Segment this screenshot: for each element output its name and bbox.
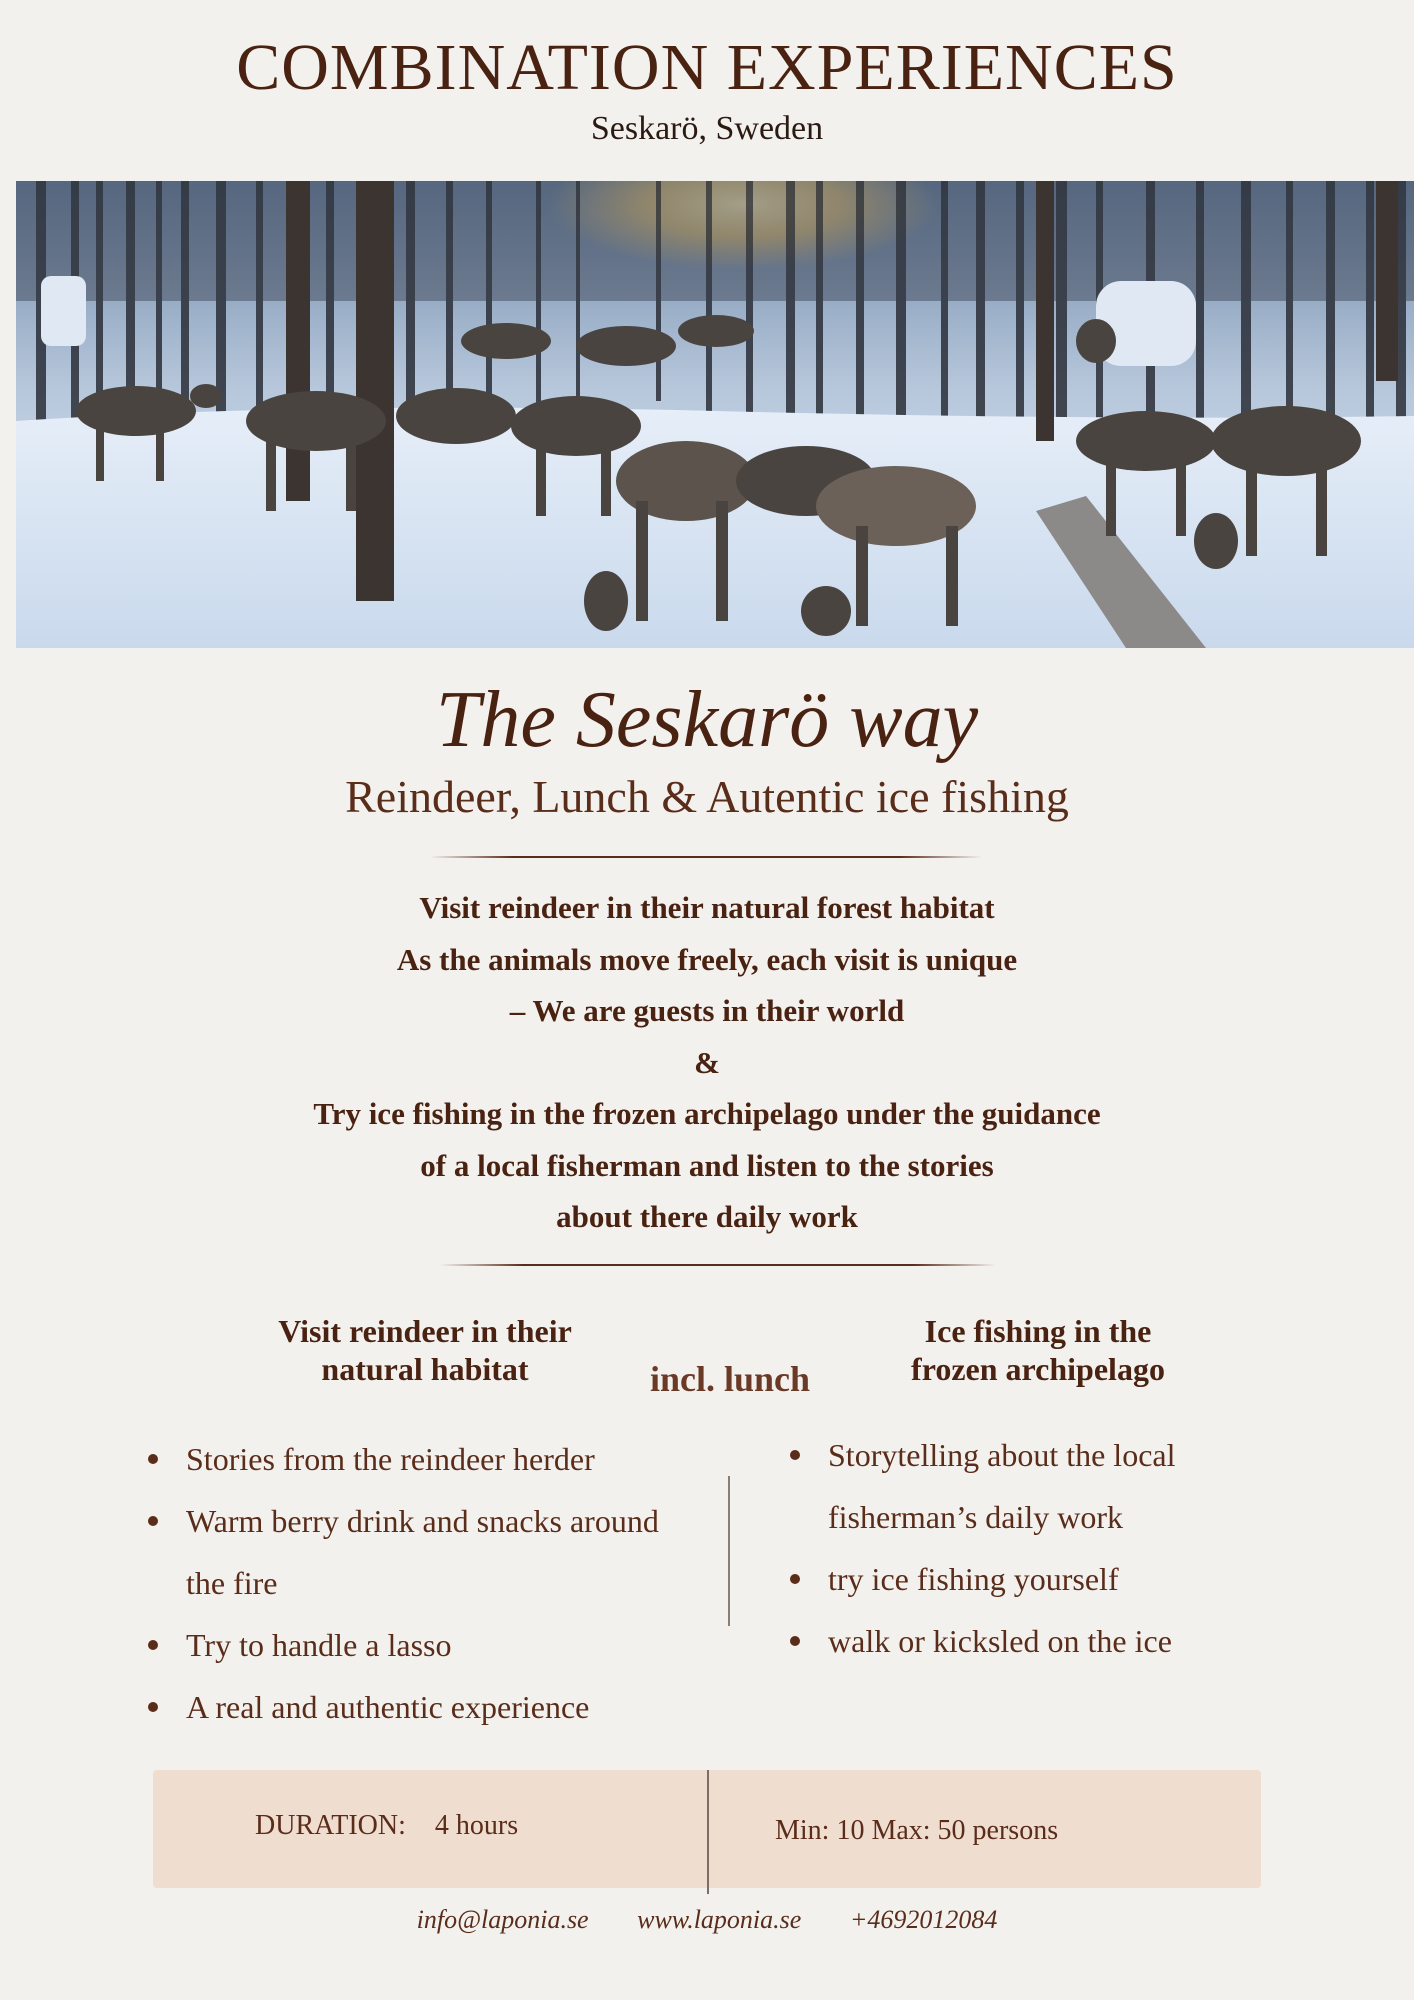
email-link[interactable]: info@laponia.se — [416, 1905, 589, 1934]
bullet-icon — [790, 1450, 800, 1460]
list-item-text: try ice fishing yourself — [828, 1561, 1119, 1597]
list-item — [148, 1552, 728, 1614]
right-heading-line: Ice fishing in the — [924, 1313, 1152, 1349]
experience-subtitle: Reindeer, Lunch & Autentic ice fishing — [345, 771, 1069, 822]
left-heading-line: natural habitat — [321, 1351, 529, 1387]
list-item — [148, 1490, 728, 1552]
left-column-heading — [225, 1312, 625, 1388]
list-item-text: A real and authentic experience — [186, 1689, 590, 1725]
intro-line: Try ice fishing in the frozen archipelago under the guidance — [313, 1096, 1101, 1131]
right-column-heading — [838, 1312, 1238, 1388]
intro-line: about there daily work — [556, 1199, 858, 1234]
list-item — [148, 1614, 728, 1676]
list-item-text: the fire — [186, 1565, 278, 1601]
bullet-icon — [148, 1516, 158, 1526]
list-item — [790, 1610, 1290, 1672]
duration-label: DURATION: — [255, 1810, 406, 1841]
divider-top — [430, 856, 982, 858]
duration-value: 4 hours — [434, 1810, 519, 1841]
intro-text — [0, 882, 1414, 1243]
list-item-text: Stories from the reindeer herder — [186, 1441, 595, 1477]
intro-line: & — [694, 1044, 720, 1080]
bullet-icon — [148, 1702, 158, 1712]
list-item-text: Storytelling about the local — [828, 1437, 1176, 1473]
column-separator — [728, 1476, 730, 1626]
list-item — [148, 1428, 728, 1490]
list-item — [790, 1548, 1290, 1610]
right-feature-list — [790, 1424, 1290, 1672]
left-feature-list — [148, 1428, 728, 1738]
list-item-text: Try to handle a lasso — [186, 1627, 452, 1663]
intro-line: – We are guests in their world — [509, 993, 905, 1028]
right-heading-line: frozen archipelago — [911, 1351, 1165, 1387]
incl-lunch-label: incl. lunch — [649, 1359, 811, 1399]
phone-number[interactable]: +4692012084 — [849, 1905, 998, 1934]
list-item — [148, 1676, 728, 1738]
duration — [255, 1810, 518, 1842]
left-heading-line: Visit reindeer in their — [278, 1313, 572, 1349]
website-link[interactable]: www.laponia.se — [637, 1905, 802, 1934]
intro-line: of a local fisherman and listen to the stories — [420, 1147, 994, 1183]
hero-photo-reindeer-forest — [16, 181, 1414, 648]
bullet-icon — [790, 1636, 800, 1646]
list-item-text: Warm berry drink and snacks around — [186, 1503, 659, 1539]
list-item — [790, 1486, 1290, 1548]
bullet-icon — [148, 1454, 158, 1464]
list-item — [790, 1424, 1290, 1486]
info-separator — [707, 1770, 709, 1894]
bullet-icon — [790, 1574, 800, 1584]
divider-bottom — [440, 1264, 996, 1266]
page-title: COMBINATION EXPERIENCES — [236, 31, 1178, 104]
intro-line: Visit reindeer in their natural forest habitat — [419, 890, 995, 925]
capacity: Min: 10 Max: 50 persons — [775, 1815, 1059, 1846]
list-item-text: walk or kicksled on the ice — [828, 1623, 1172, 1659]
tagline: The Seskarö way — [435, 676, 979, 764]
bullet-icon — [148, 1640, 158, 1650]
location-subtitle: Seskarö, Sweden — [590, 110, 824, 147]
intro-line: As the animals move freely, each visit is unique — [396, 941, 1018, 977]
list-item-text: fisherman’s daily work — [828, 1499, 1124, 1535]
footer-contact — [0, 1905, 1414, 1935]
